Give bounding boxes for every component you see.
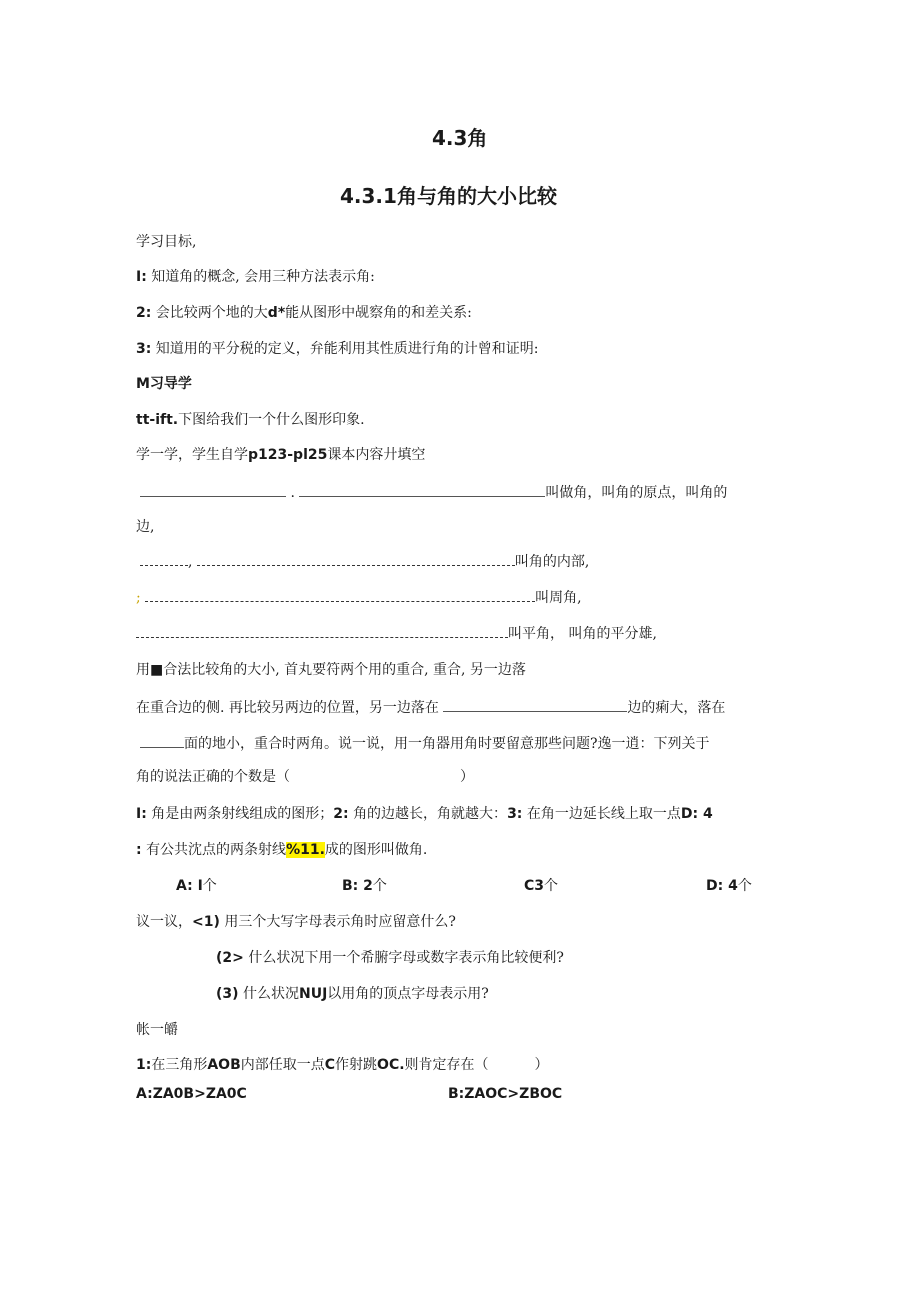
blank-side-position[interactable] xyxy=(443,696,627,712)
fill-line-1-text: 叫做角，叫角的原点，叫角的 xyxy=(545,485,728,501)
objective-1 xyxy=(136,267,375,287)
statement-4-pre: 有公共沈点的两条射线 xyxy=(146,842,287,858)
discuss-pre: 议一议， xyxy=(136,914,192,930)
discuss-q3-pre: 什么状况 xyxy=(243,986,299,1002)
guide-study-pre: 学一学，学生自学 xyxy=(136,447,248,463)
fill-line-7 xyxy=(136,696,725,718)
option-a[interactable] xyxy=(176,876,217,896)
blank-full-angle[interactable] xyxy=(145,591,535,602)
practice-option-b[interactable]: B:ZAOC>ZBOC xyxy=(448,1086,563,1102)
objective-2 xyxy=(136,303,472,323)
fill-line-5 xyxy=(136,624,657,644)
practice-q-b3: OC. xyxy=(377,1057,405,1073)
fill-line-1 xyxy=(140,481,727,503)
objective-2-pre: 会比较两个地的大 xyxy=(155,305,268,321)
objective-1-text: 知道角的概念, 会用三种方法表示角: xyxy=(151,269,375,285)
option-c-label: C3 xyxy=(524,878,545,894)
objective-2-num: 2: xyxy=(136,305,152,321)
blank-interior-1[interactable] xyxy=(140,555,188,566)
question-angle-count: 角的说法正确的个数是（ xyxy=(136,769,290,785)
discuss-q1 xyxy=(136,912,456,932)
guide-intro-text: 下图给我们一个什么图形印象. xyxy=(178,412,365,428)
practice-q-pre: 在三角形 xyxy=(151,1057,208,1073)
guide-intro xyxy=(136,410,365,430)
practice-q-b2: C xyxy=(324,1057,336,1073)
guide-intro-bold: tt-ift. xyxy=(136,412,179,428)
practice-q-b1: AOB xyxy=(207,1057,241,1073)
fill-line-2: 边, xyxy=(136,519,155,535)
statement-4-bold: %11. xyxy=(286,842,325,858)
page-title: 4.3角 xyxy=(432,126,488,150)
practice-heading: 帐一皭 xyxy=(136,1022,178,1038)
practice-option-a[interactable]: A:ZA0B>ZA0C xyxy=(136,1086,247,1102)
option-a-label: A: I xyxy=(176,878,203,894)
practice-question xyxy=(136,1055,549,1075)
fill-line-8-text: 面的地小，重合时两角。说一说，用一角器用角时要留意那些问题?逸一逍：下列关于 xyxy=(184,736,710,752)
option-b-label: B: 2 xyxy=(342,878,373,894)
question-angle-close: ） xyxy=(460,769,474,785)
statement-2-num: 2: xyxy=(333,806,349,822)
statements-line-2 xyxy=(136,840,427,860)
fill-line-7-pre: 在重合边的侧. 再比较另两边的位置，另一边落在 xyxy=(136,700,439,716)
statement-2-text: 角的边越长，角就越大： xyxy=(353,806,508,822)
practice-q-mid: 内部任取一点 xyxy=(240,1057,325,1073)
statements-line-1 xyxy=(136,804,713,824)
guide-study-bold: p123-pl25 xyxy=(248,447,328,463)
option-a-text: 个 xyxy=(202,878,217,894)
objective-2-post: 能从图形中觇察角的和差关系: xyxy=(285,305,472,321)
objective-3-text: 知道用的平分税的定义，弁能利用其性质进行角的计曾和证明: xyxy=(155,341,539,357)
discuss-q1-num: <1) xyxy=(192,914,220,930)
discuss-q2 xyxy=(216,948,564,968)
guide-heading: M习导学 xyxy=(136,376,192,392)
fill-line-4-mark: ; xyxy=(136,590,141,606)
discuss-q1-text: 用三个大写字母表示角时应留意什么? xyxy=(224,914,456,930)
practice-q-close: ） xyxy=(534,1057,549,1073)
option-d-label: D: 4 xyxy=(706,878,738,894)
fill-line-8 xyxy=(140,732,710,754)
fill-line-7-post: 边的痢大，落在 xyxy=(627,700,726,716)
blank-interior-2[interactable] xyxy=(197,555,515,566)
statement-1-num: I: xyxy=(136,806,147,822)
option-d[interactable] xyxy=(706,876,752,896)
discuss-q3 xyxy=(216,984,489,1004)
option-d-text: 个 xyxy=(737,878,752,894)
objective-3 xyxy=(136,339,539,359)
blank-vertex-def[interactable] xyxy=(140,481,286,497)
practice-q-num: 1: xyxy=(136,1057,152,1073)
statement-3-bold: D: 4 xyxy=(680,806,713,822)
guide-study-post: 课本内容廾填空 xyxy=(327,447,426,463)
option-c-text: 个 xyxy=(544,878,559,894)
practice-q-post: 则肯定存在（ xyxy=(404,1057,489,1073)
blank-side-position-2[interactable] xyxy=(140,732,184,748)
fill-line-9 xyxy=(136,767,474,787)
fill-line-6: 用■合法比较角的大小, 首丸要符两个用的重合, 重合, 另一边落 xyxy=(136,662,526,678)
discuss-q3-bold: NUJ xyxy=(299,986,328,1002)
discuss-q3-num: (3) xyxy=(216,986,239,1002)
practice-q-mid2: 作射跳 xyxy=(335,1057,378,1073)
fill-line-4 xyxy=(136,588,582,608)
fill-line-4-text: 叫周角, xyxy=(535,590,582,606)
page-subtitle: 4.3.1角与角的大小比较 xyxy=(340,184,557,208)
fill-line-3 xyxy=(140,552,589,572)
fill-line-3-comma: , xyxy=(188,554,193,570)
objectives-heading: 学习目标, xyxy=(136,234,197,250)
objective-2-bold: d* xyxy=(267,305,286,321)
statement-3-num: 3: xyxy=(507,806,523,822)
blank-straight-angle[interactable] xyxy=(136,627,508,638)
fill-line-3-text: 叫角的内部, xyxy=(514,554,590,570)
discuss-q2-num: (2> xyxy=(216,950,244,966)
fill-line-5-text: 叫平角， 叫角的平分雄, xyxy=(508,626,657,642)
statement-4-num: : xyxy=(136,842,142,858)
discuss-q2-text: 什么状况下用一个希腑字母或数字表示角比较便利? xyxy=(248,950,564,966)
statement-1-text: 角是由两条射线组成的图形； xyxy=(151,806,334,822)
blank-angle-def[interactable] xyxy=(299,481,545,497)
option-b-text: 个 xyxy=(372,878,387,894)
statement-4-post: 成的图形叫做角. xyxy=(324,842,428,858)
objective-1-num: I: xyxy=(136,269,147,285)
discuss-q3-post: 以用角的顶点字母表示用? xyxy=(327,986,489,1002)
objective-3-num: 3: xyxy=(136,341,152,357)
statement-3-text: 在角一边延长线上取一点 xyxy=(526,806,681,822)
option-c[interactable] xyxy=(524,876,558,896)
option-b[interactable] xyxy=(342,876,387,896)
fill-line-1-sep: . xyxy=(290,485,295,501)
guide-study xyxy=(136,445,425,465)
